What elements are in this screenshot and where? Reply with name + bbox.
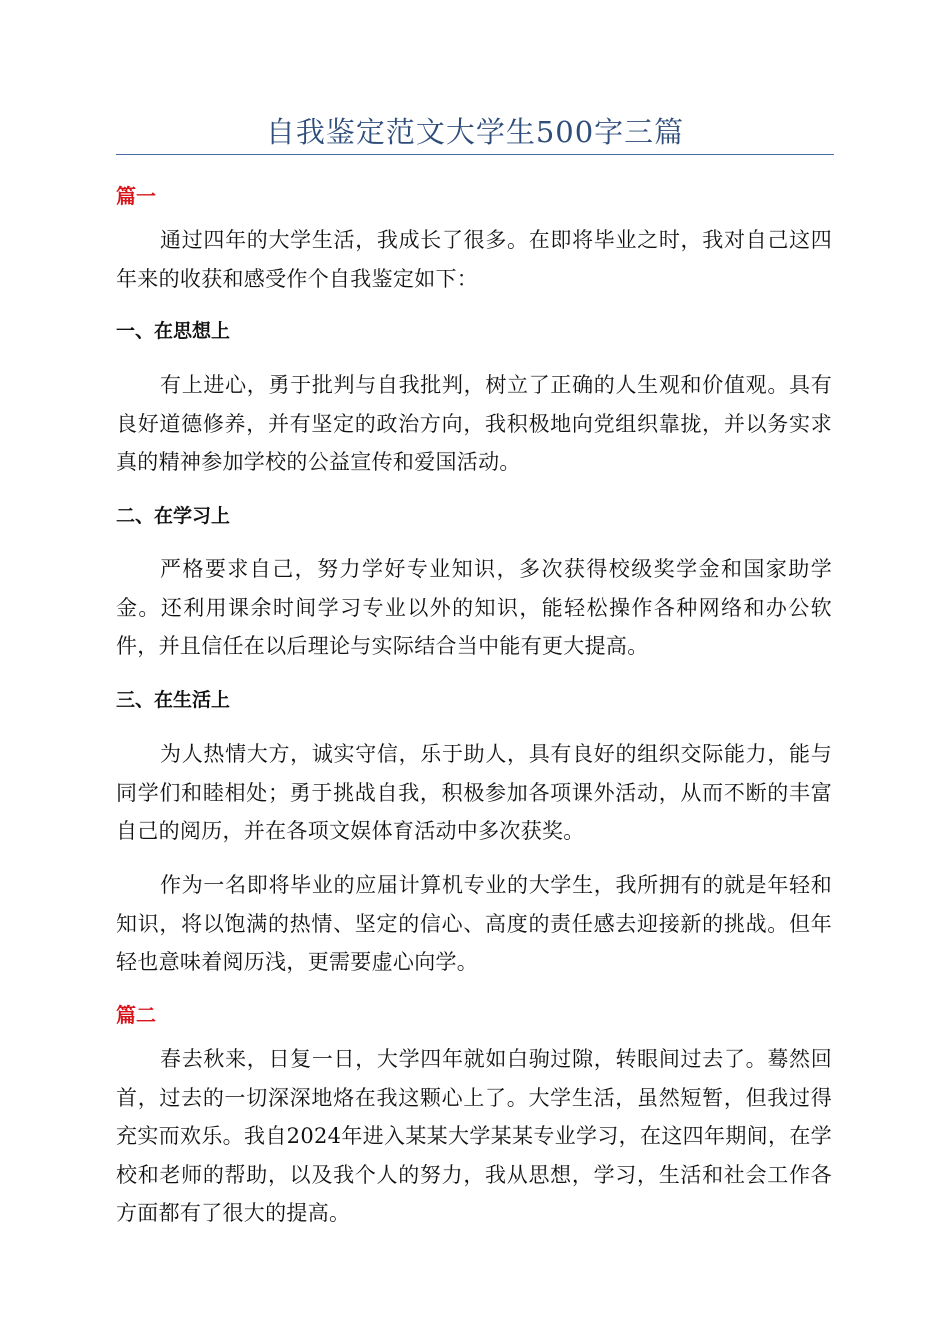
title-underline	[116, 154, 834, 155]
section-heading-part1: 篇一	[116, 184, 156, 208]
document-title: 自我鉴定范文大学生500字三篇	[265, 115, 685, 149]
intro-paragraph: 通过四年的大学生活，我成长了很多。在即将毕业之时，我对自己这四年来的收获和感受作个自我鉴定如下：	[116, 228, 832, 291]
closing-paragraph: 作为一名即将毕业的应届计算机专业的大学生，我所拥有的就是年轻和知识，将以饱满的热情、坚定的信心、高度的责任感去迎接新的挑战。但年轻也意味着阅历浅，更需要虚心向学。	[116, 873, 832, 974]
section-heading-part2: 篇二	[116, 1003, 156, 1027]
subheading-ideology: 一、在思想上	[116, 320, 231, 342]
subheading-life: 三、在生活上	[116, 689, 231, 711]
paragraph-ideology: 有上进心，勇于批判与自我批判，树立了正确的人生观和价值观。具有良好道德修养，并有坚定的政治方向，我积极地向党组织靠拢，并以务实求真的精神参加学校的公益宣传和爱国活动。	[116, 373, 832, 474]
paragraph-part2: 春去秋来，日复一日，大学四年就如白驹过隙，转眼间过去了。蓦然回首，过去的一切深深地烙在我这颗心上了。大学生活，虽然短暂，但我过得充实而欢乐。我自2024年进入某某大学某某专业学习，在这四年期间，在学校和老师的帮助，以及我个人的努力，我从思想，学习，生活和社会工作各方面都有了很大的提高。	[116, 1047, 832, 1225]
subheading-study: 二、在学习上	[116, 505, 231, 527]
paragraph-study: 严格要求自己，努力学好专业知识，多次获得校级奖学金和国家助学金。还利用课余时间学习专业以外的知识，能轻松操作各种网络和办公软件，并且信任在以后理论与实际结合当中能有更大提高。	[116, 557, 832, 658]
paragraph-life: 为人热情大方，诚实守信，乐于助人，具有良好的组织交际能力，能与同学们和睦相处；勇于挑战自我，积极参加各项课外活动，从而不断的丰富自己的阅历，并在各项文娱体育活动中多次获奖。	[116, 742, 832, 843]
